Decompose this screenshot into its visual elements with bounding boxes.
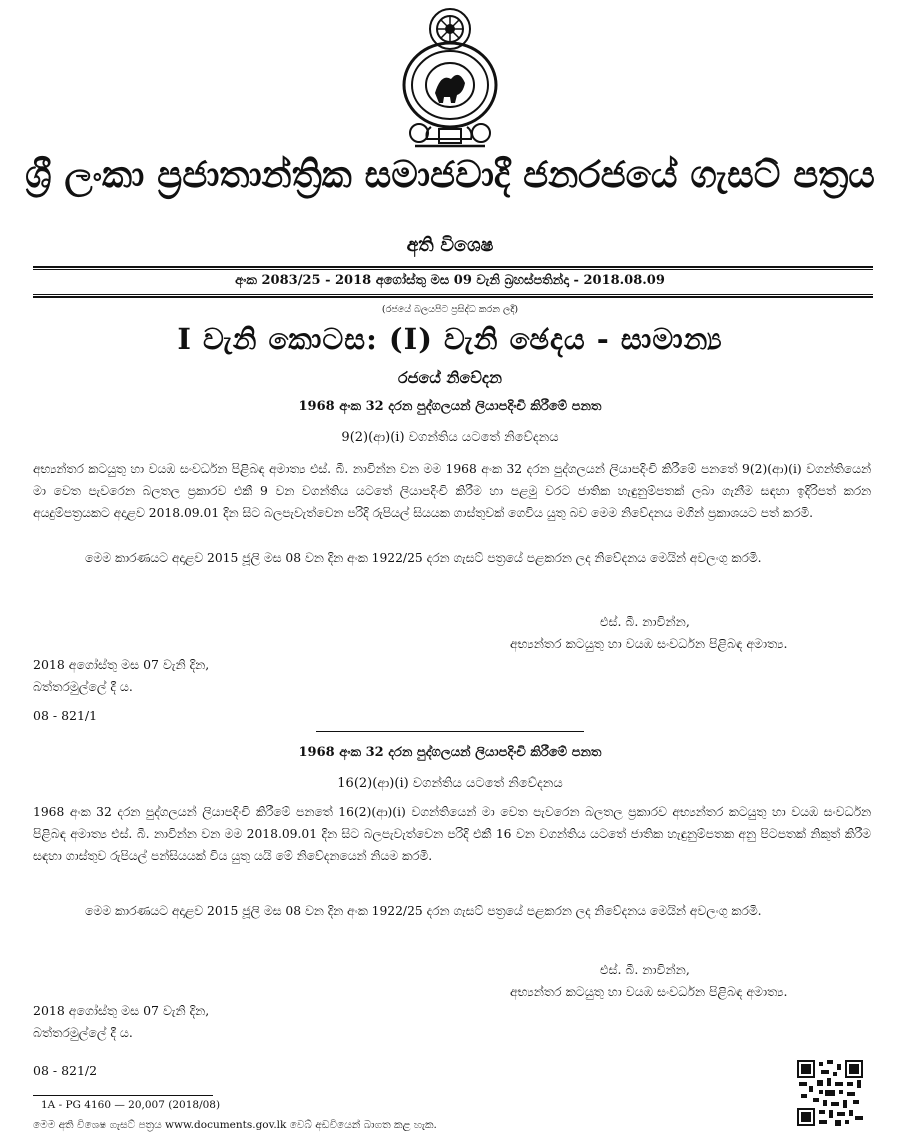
- issue-line: අංක 2083/25 - 2018 අගෝස්තු මස 09 වැනි බ්‍රහස්පතින්දා - 2018.08.09: [235, 273, 665, 288]
- notice1-title: 1968 අංක 32 දරන පුද්ගලයන් ලියාපදිංචි කිරීමේ පනත: [298, 399, 602, 414]
- print-code: 1A - PG 4160 — 20,007 (2018/08): [41, 1099, 221, 1111]
- header-rule-top-thin: [33, 269, 873, 270]
- notice2-subtitle: 16(2)(ආ)(i) වගන්තිය යටතේ නිවේදනය: [337, 776, 563, 791]
- notice1-place: බත්තරමුල්ලේ දී ය.: [33, 679, 133, 694]
- header-rule-top: [33, 266, 873, 268]
- notice1-paragraph-2: මෙම කාරණයට අදාළව 2015 ජූලි මස 08 වන දින අංක 1922/25 දරන ගැසට් පත්‍රයේ පළකරන ලද නිවේදනය මෙයින් අවලංගු කරමි.: [85, 551, 762, 565]
- notice2-date: 2018 අගෝස්තු මස 07 වැනි දින,: [33, 1003, 210, 1018]
- notice2-designation: අභ්‍යන්තර කටයුතු හා වයඹ සංවර්ධන පිළිබඳ අමාත්‍ය.: [510, 984, 788, 999]
- gazette-subtitle: අති විශෙෂ: [406, 234, 494, 256]
- national-emblem-icon: [395, 3, 505, 151]
- notice2-title: 1968 අංක 32 දරන පුද්ගලයන් ලියාපදිංචි කිරීමේ පනත: [298, 745, 602, 760]
- qr-code-icon: [797, 1060, 863, 1126]
- gazette-title: ශ්‍රී ලංකා ප්‍රජාතාන්ත්‍රික සමාජවාදී ජනරජයේ ගැසට් පත්‍රය: [25, 152, 875, 196]
- header-rule-bottom-thin: [33, 294, 873, 295]
- notice2-paragraph-2: මෙම කාරණයට අදාළව 2015 ජූලි මස 08 වන දින අංක 1922/25 දරන ගැසට් පත්‍රයේ පළකරන ලද නිවේදනය මෙයින් අවලංගු කරමි.: [85, 904, 762, 918]
- notice1-signatory: එස්. බී. නාවින්න,: [600, 614, 690, 629]
- notice-divider: [316, 731, 584, 732]
- notice2-signatory: එස්. බී. නාවින්න,: [600, 962, 690, 977]
- notice1-paragraph-1: අභ්‍යන්තර කටයුතු හා වයඹ සංවර්ධන පිළිබඳ අමාත්‍ය එස්. බී. නාවින්න වන මම 1968 අංක 32 දරන පුද්ගලයන් ලියාපදිංචි කිරීමේ පනතේ 9(2)(ආ)(i) වගන්තියෙන් මා වෙත පැවරෙන බලතල ප්‍රකාරව එකී 9 වන වගන්තිය යටතේ ලියාපදිංචි කිරීම හා පළමු වරට ජාතික හැඳුනුම්පතක් ලබා ගැනීම සඳහා ඉදිරිපත් කරන අයදුම්පත්‍රයකට අදාළව 2018.09.01 දින සිට බලපැවැත්වෙන පරිදි රුපියල් සියයක ගාස්තුවක් ගෙවිය යුතු බව මෙම නිවේදනය මගින් ප්‍රකාශයට පත් කරමි.: [33, 462, 871, 520]
- notice2-place: බත්තරමුල්ලේ දී ය.: [33, 1025, 133, 1040]
- section-heading: රජයේ නිවේදන: [398, 368, 502, 387]
- notice1-date: 2018 අගෝස්තු මස 07 වැනි දින,: [33, 657, 210, 672]
- notice1-subtitle: 9(2)(ආ)(i) වගන්තිය යටතේ නිවේදනය: [341, 430, 559, 445]
- part-heading: I වැනි කොටස: (I) වැනි ඡෙදය - සාමාන්‍ය: [177, 322, 723, 356]
- footer-rule: [33, 1095, 213, 1096]
- notice1-reference: 08 - 821/1: [33, 708, 98, 723]
- authority-note: (රජයේ බලයපිට ප්‍රසිද්ධ කරන ලදී): [381, 304, 519, 315]
- header-rule-bottom: [33, 296, 873, 298]
- notice2-paragraph-1: 1968 අංක 32 දරන පුද්ගලයන් ලියාපදිංචි කිරීමේ පනතේ 16(2)(ආ)(i) වගන්තියෙන් මා වෙත පැවරෙන බලතල ප්‍රකාරව අභ්‍යන්තර කටයුතු හා වයඹ සංවර්ධන පිළිබඳ අමාත්‍ය එස්. බී. නාවින්න වන මම 2018.09.01 දින සිට බලපැවැත්වෙන පරිදි එකී 16 වන වගන්තිය යටතේ ජාතික හැඳුනුම්පතක අනු පිටපතක් නිකුත් කිරීම සඳහා ගාස්තුව රුපියල් පන්සියයක් විය යුතු යයි මේ නිවේදනයෙන් නියම කරමි.: [33, 805, 871, 863]
- download-note: මෙම අති විශෙෂ ගැසට් පත්‍රය www.documents.gov.lk වෙබ් අඩවියෙන් බාගත කළ හැක.: [33, 1119, 437, 1131]
- notice2-reference: 08 - 821/2: [33, 1063, 98, 1078]
- notice1-designation: අභ්‍යන්තර කටයුතු හා වයඹ සංවර්ධන පිළිබඳ අමාත්‍ය.: [510, 636, 788, 651]
